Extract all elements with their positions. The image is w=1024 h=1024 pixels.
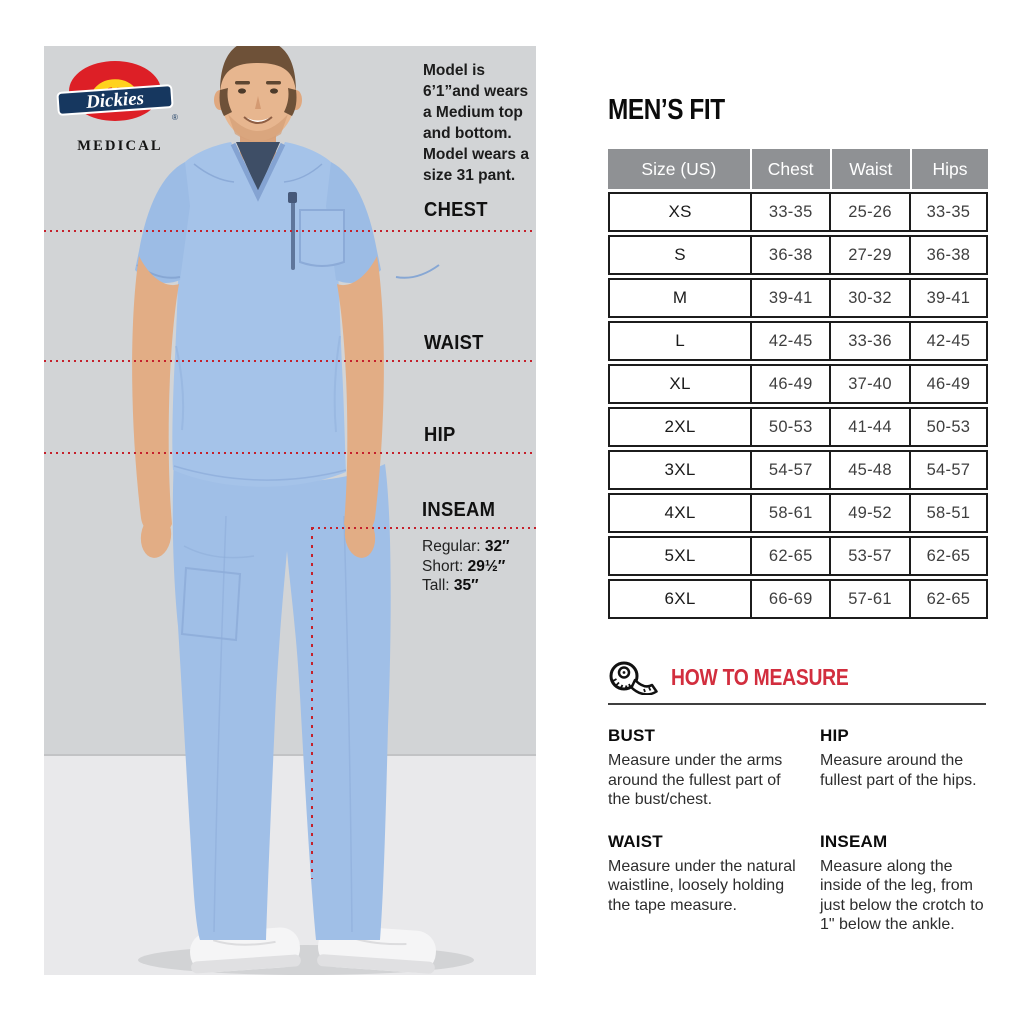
measure-item-waist: WAIST Measure under the natural waistline, loosely holding the tape measure. [608,831,796,914]
col-header-hips: Hips [910,149,988,189]
measure-item-hip: HIP Measure around the fullest part of the hips. [820,726,977,789]
how-to-measure-section [608,659,986,935]
medical-label: MEDICAL [77,138,163,154]
table-row: XS 33-35 25-26 33-35 [608,192,988,232]
waist-line [44,360,536,362]
divider [608,703,986,705]
waist-label: WAIST [424,332,484,354]
model-info-text: Model is 6’1”and wears a Medium top and bottom. Model wears a size 31 pant. [423,62,529,184]
size-table [608,149,988,619]
table-row: 5XL 62-65 53-57 62-65 [608,536,988,576]
how-to-measure-header [608,659,986,695]
inseam-vertical-line [311,527,313,879]
chest-label: CHEST [424,199,488,221]
table-row: S 36-38 27-29 36-38 [608,235,988,275]
brand-logo-block [58,60,182,155]
table-row: M 39-41 30-32 39-41 [608,278,988,318]
measure-item-bust: BUST Measure under the arms around the fullest part of the bust/chest. [608,726,783,808]
table-header-row [608,149,988,189]
how-to-measure-title: HOW TO MEASURE [671,663,849,690]
table-row: L 42-45 33-36 42-45 [608,321,988,361]
hip-line [44,452,536,454]
tape-measure-icon [608,659,660,695]
size-chart-section [608,94,990,935]
chest-line [44,230,536,232]
measure-item-inseam: INSEAM Measure along the inside of the leg, from just below the crotch to 1" below the ankle. [820,831,984,933]
measure-instructions [608,726,986,935]
inseam-options [422,537,510,596]
table-row: XL 46-49 37-40 46-49 [608,364,988,404]
col-header-chest: Chest [750,149,830,189]
col-header-size: Size (US) [641,158,717,179]
inseam-option-regular: Regular: 32″ [422,538,510,555]
inseam-option-tall: Tall: 35″ [422,577,479,594]
col-header-waist: Waist [830,149,911,189]
dickies-wordmark: Dickies [85,87,145,113]
table-row: 6XL 66-69 57-61 62-65 [608,579,988,619]
table-row: 4XL 58-61 49-52 58-51 [608,493,988,533]
page-title: MEN’S FIT [608,94,725,126]
registered-mark: ® [172,113,178,122]
inseam-label: INSEAM [422,499,496,521]
dickies-logo [58,60,182,128]
hip-label: HIP [424,424,456,446]
inseam-option-short: Short: 29½″ [422,557,506,575]
model-photo-panel [44,46,536,975]
table-row: 2XL 50-53 41-44 50-53 [608,407,988,447]
table-row: 3XL 54-57 45-48 54-57 [608,450,988,490]
inseam-line [312,527,536,529]
